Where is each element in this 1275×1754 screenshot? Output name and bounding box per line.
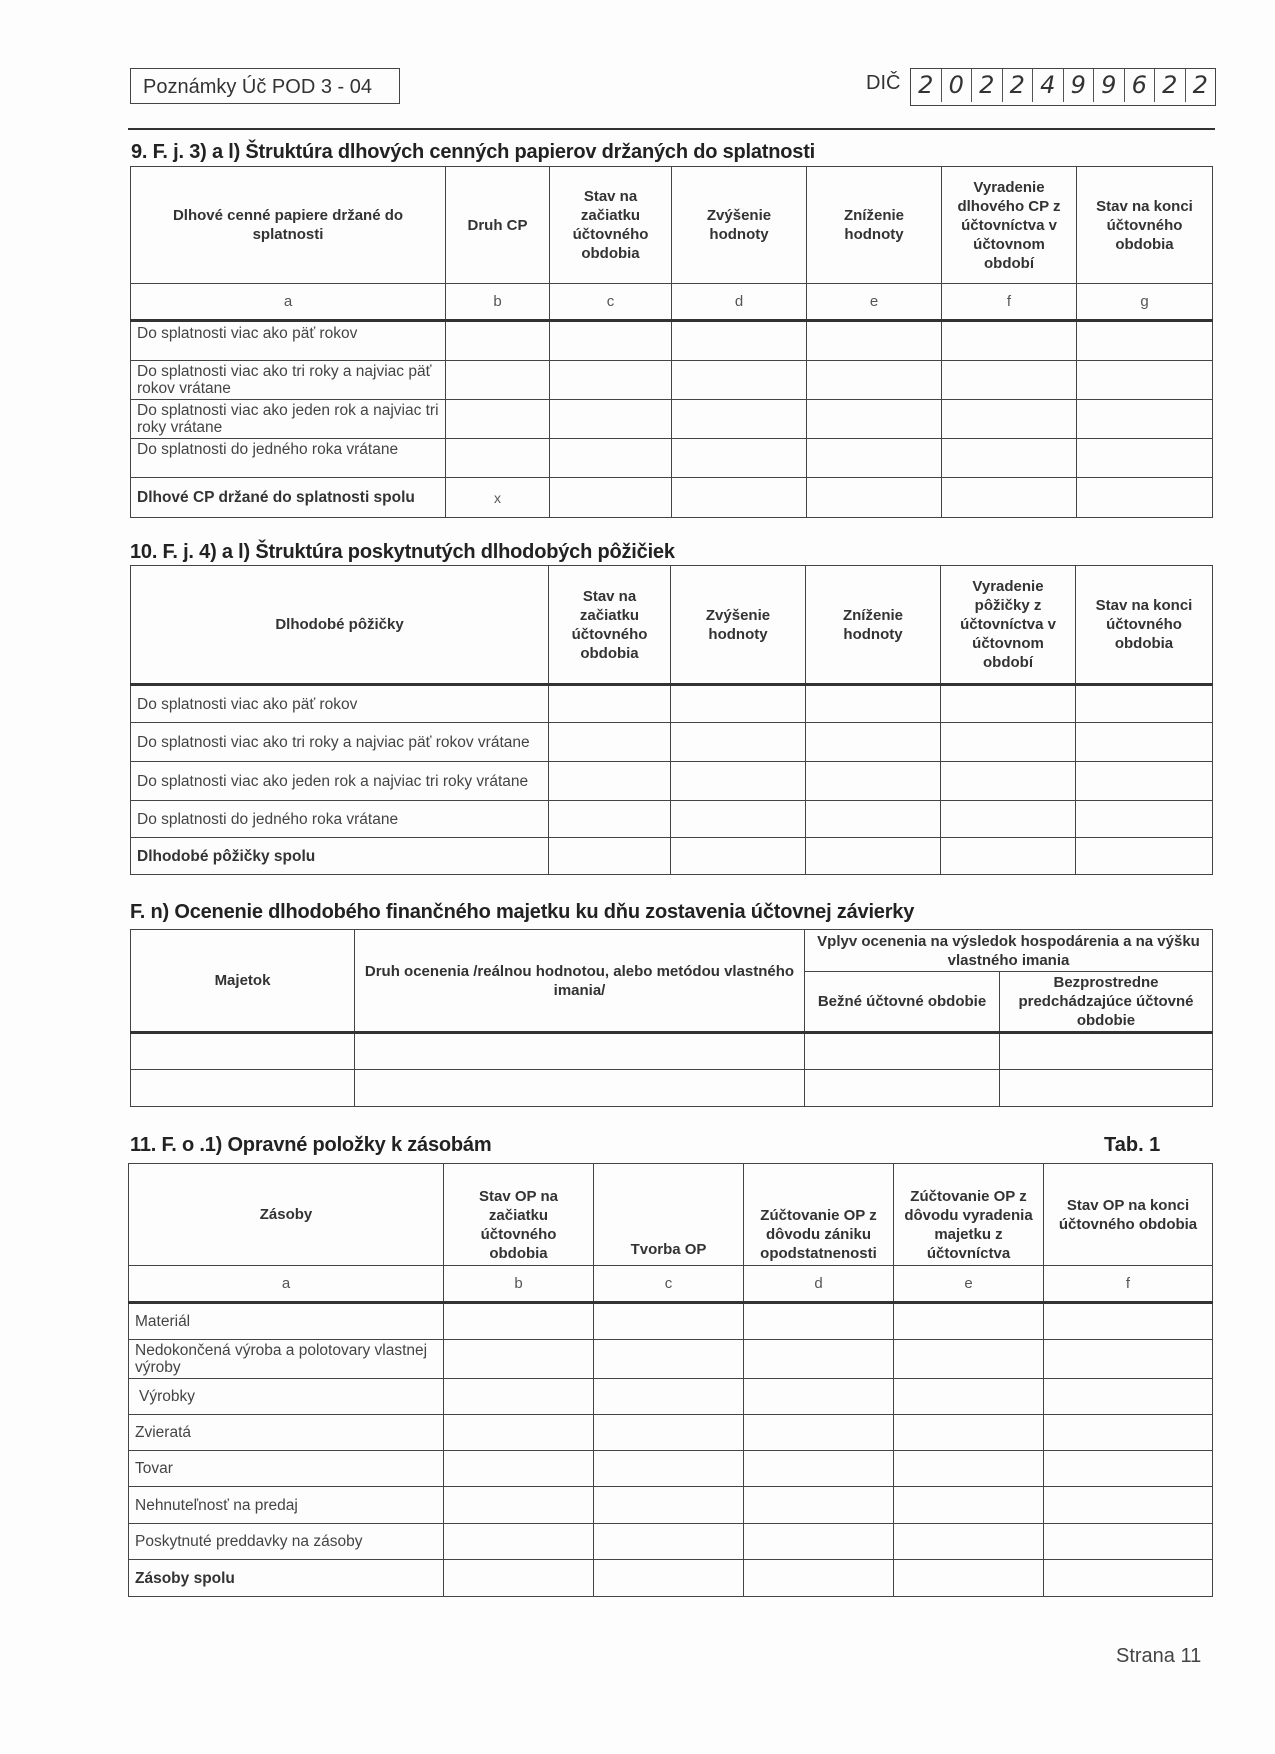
cell: x [446, 478, 550, 518]
cell[interactable] [894, 1303, 1044, 1340]
col-header: Vyradenie pôžičky z účtovníctva v účtovnom období [941, 566, 1076, 685]
cell[interactable] [131, 1070, 355, 1107]
cell[interactable] [894, 1340, 1044, 1379]
table-row [131, 1070, 1213, 1107]
col-header: Stav na začiatku účtovného obdobia [550, 167, 672, 284]
cell[interactable] [1044, 1379, 1213, 1415]
cell[interactable] [744, 1487, 894, 1524]
cell[interactable] [444, 1560, 594, 1597]
cell[interactable] [444, 1524, 594, 1560]
cell[interactable] [806, 685, 941, 723]
row-label: Do splatnosti viac ako jeden rok a najviac tri roky vrátane [131, 400, 446, 439]
cell[interactable] [444, 1340, 594, 1379]
cell[interactable] [942, 361, 1077, 400]
row-label: Do splatnosti viac ako päť rokov [131, 321, 446, 361]
cell[interactable] [1077, 361, 1213, 400]
col-header: Druh CP [446, 167, 550, 284]
table-row-total [129, 1560, 1213, 1597]
cell[interactable] [805, 1033, 1000, 1070]
table-row [131, 762, 1213, 801]
row-label: Do splatnosti viac ako päť rokov [131, 685, 549, 723]
col-letter: b [446, 284, 550, 321]
table-row [129, 1524, 1213, 1560]
cell[interactable] [355, 1070, 805, 1107]
cell[interactable] [942, 321, 1077, 361]
cell[interactable] [1044, 1303, 1213, 1340]
cell[interactable] [594, 1303, 744, 1340]
cell[interactable] [1000, 1070, 1213, 1107]
col-header: Bežné účtovné obdobie [805, 972, 1000, 1033]
dic-digit[interactable]: 9 [1094, 69, 1125, 102]
dic-label: DIČ [866, 72, 901, 94]
row-label: Poskytnuté preddavky na zásoby [129, 1524, 444, 1560]
dic-digit[interactable]: 2 [1155, 69, 1186, 102]
cell[interactable] [550, 400, 672, 439]
cell[interactable] [942, 400, 1077, 439]
table-row [131, 400, 1213, 439]
row-label: Do splatnosti viac ako jeden rok a najviac tri roky vrátane [131, 762, 549, 801]
cell[interactable] [549, 801, 671, 838]
cell[interactable] [444, 1487, 594, 1524]
cell[interactable] [1044, 1451, 1213, 1487]
row-label: Do splatnosti viac ako tri roky a najviac päť rokov vrátane [131, 723, 549, 762]
col-header: Stav OP na konci účtovného obdobia [1044, 1164, 1213, 1266]
cell[interactable] [671, 838, 806, 875]
cell[interactable] [894, 1451, 1044, 1487]
row-label: Zvieratá [129, 1415, 444, 1451]
dic-digit[interactable]: 2 [1003, 69, 1034, 102]
cell[interactable] [942, 439, 1077, 478]
table-row [131, 801, 1213, 838]
row-label: Do splatnosti do jedného roka vrátane [131, 801, 549, 838]
cell[interactable] [1044, 1560, 1213, 1597]
cell[interactable] [1077, 439, 1213, 478]
cell[interactable] [550, 439, 672, 478]
table-row [131, 685, 1213, 723]
col-header: Zúčtovanie OP z dôvodu zániku opodstatnenosti [744, 1164, 894, 1266]
col-header: Druh ocenenia /reálnou hodnotou, alebo metódou vlastného imania/ [355, 930, 805, 1033]
cell[interactable] [1077, 478, 1213, 518]
cell[interactable] [894, 1379, 1044, 1415]
table-row [129, 1487, 1213, 1524]
section10-title: 10. F. j. 4) a l) Štruktúra poskytnutých dlhodobých pôžičiek [130, 541, 675, 563]
section9-table [130, 166, 1213, 518]
cell[interactable] [594, 1524, 744, 1560]
cell[interactable] [594, 1415, 744, 1451]
col-header: Dlhodobé pôžičky [131, 566, 549, 685]
row-label: Zásoby spolu [129, 1560, 444, 1597]
cell[interactable] [806, 838, 941, 875]
dic-digit[interactable]: 2 [911, 69, 942, 102]
cell[interactable] [1076, 838, 1213, 875]
cell[interactable] [1044, 1415, 1213, 1451]
section11-title: 11. F. o .1) Opravné položky k zásobám [130, 1134, 492, 1156]
cell[interactable] [941, 723, 1076, 762]
table-row [131, 361, 1213, 400]
cell[interactable] [671, 801, 806, 838]
cell[interactable] [1044, 1487, 1213, 1524]
cell[interactable] [549, 685, 671, 723]
cell[interactable] [1076, 685, 1213, 723]
row-label: Výrobky [129, 1379, 444, 1415]
row-label: Nedokončená výroba a polotovary vlastnej výroby [129, 1340, 444, 1379]
col-letter: b [444, 1266, 594, 1303]
cell[interactable] [941, 838, 1076, 875]
sectionFn-table [130, 929, 1213, 1107]
cell[interactable] [444, 1303, 594, 1340]
dic-digit[interactable]: 9 [1064, 69, 1095, 102]
section10-table [130, 565, 1213, 875]
cell[interactable] [672, 478, 807, 518]
table-row [129, 1303, 1213, 1340]
cell[interactable] [807, 400, 942, 439]
dic-digit[interactable]: 6 [1125, 69, 1156, 102]
col-header: Vyradenie dlhového CP z účtovníctva v účtovnom období [942, 167, 1077, 284]
cell[interactable] [806, 723, 941, 762]
row-label: Dlhové CP držané do splatnosti spolu [131, 478, 446, 518]
table-row [129, 1379, 1213, 1415]
table-row [129, 1340, 1213, 1379]
col-letter: f [942, 284, 1077, 321]
cell[interactable] [941, 762, 1076, 801]
cell[interactable] [549, 838, 671, 875]
table-row [131, 321, 1213, 361]
cell[interactable] [1077, 400, 1213, 439]
cell[interactable] [744, 1340, 894, 1379]
col-header: Zvýšenie hodnoty [671, 566, 806, 685]
table-row [131, 723, 1213, 762]
table-row [129, 1451, 1213, 1487]
cell[interactable] [446, 400, 550, 439]
cell[interactable] [550, 478, 672, 518]
cell[interactable] [355, 1033, 805, 1070]
col-header: Stav na začiatku účtovného obdobia [549, 566, 671, 685]
cell[interactable] [672, 439, 807, 478]
cell[interactable] [1044, 1524, 1213, 1560]
row-label: Nehnuteľnosť na predaj [129, 1487, 444, 1524]
col-letter: g [1077, 284, 1213, 321]
cell[interactable] [1044, 1340, 1213, 1379]
col-header: Zníženie hodnoty [806, 566, 941, 685]
cell[interactable] [805, 1070, 1000, 1107]
col-letter: d [744, 1266, 894, 1303]
dic-digit[interactable]: 4 [1033, 69, 1064, 102]
row-label: Tovar [129, 1451, 444, 1487]
col-letter: f [1044, 1266, 1213, 1303]
cell[interactable] [894, 1560, 1044, 1597]
col-letter: e [894, 1266, 1044, 1303]
cell[interactable] [894, 1524, 1044, 1560]
sectionFn-title: F. n) Ocenenie dlhodobého finančného majetku ku dňu zostavenia účtovnej závierky [130, 901, 915, 923]
cell[interactable] [744, 1379, 894, 1415]
cell[interactable] [941, 801, 1076, 838]
cell[interactable] [942, 478, 1077, 518]
dic-digit[interactable]: 0 [942, 69, 973, 102]
cell[interactable] [671, 762, 806, 801]
cell[interactable] [549, 723, 671, 762]
cell[interactable] [1077, 321, 1213, 361]
cell[interactable] [444, 1415, 594, 1451]
row-label: Dlhodobé pôžičky spolu [131, 838, 549, 875]
cell[interactable] [672, 361, 807, 400]
tab-label: Tab. 1 [1104, 1134, 1161, 1156]
cell[interactable] [1000, 1033, 1213, 1070]
col-header: Bezprostredne predchádzajúce účtovné obdobie [1000, 972, 1213, 1033]
form-label: Poznámky Úč POD 3 - 04 [143, 76, 372, 98]
cell[interactable] [744, 1524, 894, 1560]
col-letter: a [131, 284, 446, 321]
form-label-box [130, 68, 400, 104]
col-letter: a [129, 1266, 444, 1303]
cell[interactable] [807, 439, 942, 478]
cell[interactable] [131, 1033, 355, 1070]
col-header: Zásoby [129, 1164, 444, 1266]
cell[interactable] [594, 1451, 744, 1487]
cell[interactable] [444, 1379, 594, 1415]
table-row-total [131, 478, 1213, 518]
dic-digit[interactable]: 2 [1192, 71, 1208, 99]
cell[interactable] [894, 1487, 1044, 1524]
section11-table [128, 1163, 1213, 1597]
dic-field[interactable] [910, 68, 1216, 106]
cell[interactable] [671, 723, 806, 762]
cell[interactable] [744, 1560, 894, 1597]
cell[interactable] [894, 1415, 1044, 1451]
row-label: Materiál [129, 1303, 444, 1340]
col-letter: c [550, 284, 672, 321]
cell[interactable] [550, 361, 672, 400]
col-header: Zníženie hodnoty [807, 167, 942, 284]
col-letter: e [807, 284, 942, 321]
cell[interactable] [671, 685, 806, 723]
cell[interactable] [594, 1487, 744, 1524]
table-row [131, 1033, 1213, 1070]
cell[interactable] [744, 1415, 894, 1451]
col-header-group: Vplyv ocenenia na výsledok hospodárenia a na výšku vlastného imania [805, 930, 1213, 972]
cell[interactable] [806, 762, 941, 801]
header-divider [128, 128, 1215, 130]
cell[interactable] [744, 1303, 894, 1340]
section9-title: 9. F. j. 3) a l) Štruktúra dlhových cenných papierov držaných do splatnosti [131, 141, 816, 163]
cell[interactable] [807, 321, 942, 361]
cell[interactable] [550, 321, 672, 361]
col-header: Dlhové cenné papiere držané do splatnosti [131, 167, 446, 284]
cell[interactable] [1076, 762, 1213, 801]
col-header: Tvorba OP [594, 1164, 744, 1266]
cell[interactable] [594, 1340, 744, 1379]
table-row [129, 1415, 1213, 1451]
cell[interactable] [806, 801, 941, 838]
col-letter: d [672, 284, 807, 321]
cell[interactable] [941, 685, 1076, 723]
cell[interactable] [807, 361, 942, 400]
cell[interactable] [672, 400, 807, 439]
cell[interactable] [446, 439, 550, 478]
cell[interactable] [594, 1379, 744, 1415]
row-label: Do splatnosti viac ako tri roky a najviac päť rokov vrátane [131, 361, 446, 400]
cell[interactable] [549, 762, 671, 801]
cell[interactable] [1076, 801, 1213, 838]
page-number: Strana 11 [1116, 1645, 1202, 1667]
dic-digit[interactable]: 2 [972, 69, 1003, 102]
cell[interactable] [444, 1451, 594, 1487]
table-row [131, 439, 1213, 478]
cell[interactable] [1076, 723, 1213, 762]
table-row-total [131, 838, 1213, 875]
col-header: Zvýšenie hodnoty [672, 167, 807, 284]
cell[interactable] [744, 1451, 894, 1487]
col-header: Stav na konci účtovného obdobia [1076, 566, 1213, 685]
cell[interactable] [446, 361, 550, 400]
cell[interactable] [807, 478, 942, 518]
col-header: Zúčtovanie OP z dôvodu vyradenia majetku z účtovníctva [894, 1164, 1044, 1266]
row-label: Do splatnosti do jedného roka vrátane [131, 439, 446, 478]
cell[interactable] [446, 321, 550, 361]
col-header: Stav na konci účtovného obdobia [1077, 167, 1213, 284]
col-letter: c [594, 1266, 744, 1303]
col-header: Majetok [131, 930, 355, 1033]
cell[interactable] [672, 321, 807, 361]
col-header: Stav OP na začiatku účtovného obdobia [444, 1164, 594, 1266]
cell[interactable] [594, 1560, 744, 1597]
